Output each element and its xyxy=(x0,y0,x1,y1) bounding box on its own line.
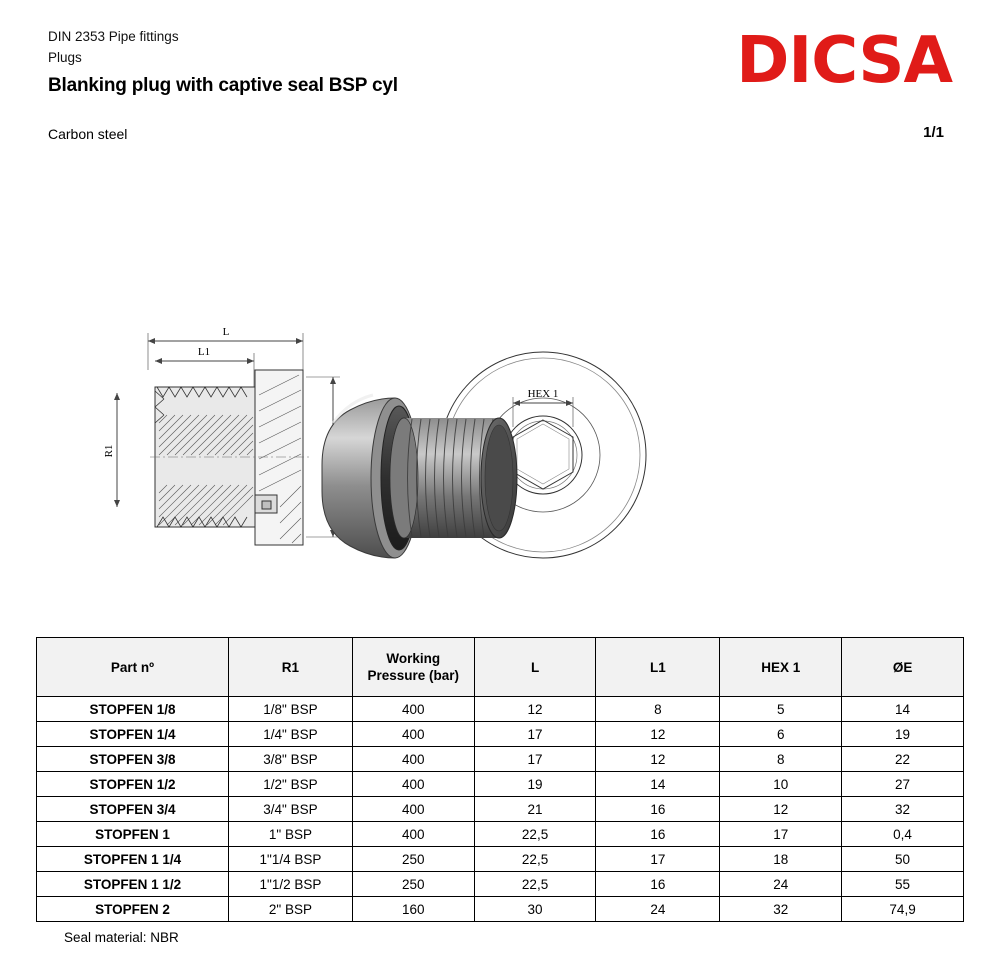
col-header-r1: R1 xyxy=(229,638,353,697)
document-header xyxy=(48,26,648,97)
cell-diameter-e: 74,9 xyxy=(842,897,964,922)
cell-hex1: 5 xyxy=(720,697,842,722)
cell-l: 19 xyxy=(474,772,596,797)
section-view xyxy=(114,333,340,545)
cell-diameter-e: 27 xyxy=(842,772,964,797)
cell-hex1: 8 xyxy=(720,747,842,772)
table-row xyxy=(37,797,964,822)
cell-l: 22,5 xyxy=(474,847,596,872)
cell-r1: 1"1/2 BSP xyxy=(229,872,353,897)
cell-l: 21 xyxy=(474,797,596,822)
cell-pressure: 400 xyxy=(352,722,474,747)
cell-pressure: 400 xyxy=(352,797,474,822)
table-row xyxy=(37,722,964,747)
cell-l1: 12 xyxy=(596,722,720,747)
cell-l: 12 xyxy=(474,697,596,722)
col-header-working-pressure-line2: Pressure (bar) xyxy=(367,668,460,683)
cell-diameter-e: 0,4 xyxy=(842,822,964,847)
cell-hex1: 10 xyxy=(720,772,842,797)
product-render-3d xyxy=(322,395,517,558)
specification-table-wrap xyxy=(36,637,964,922)
cell-diameter-e: 14 xyxy=(842,697,964,722)
col-header-part-no: Part nº xyxy=(37,638,229,697)
cell-diameter-e: 22 xyxy=(842,747,964,772)
cell-pressure: 250 xyxy=(352,872,474,897)
cell-l1: 17 xyxy=(596,847,720,872)
cell-l: 30 xyxy=(474,897,596,922)
page-number: 1/1 xyxy=(923,124,944,141)
seal-material-note: Seal material: NBR xyxy=(64,930,179,945)
cell-part-no: STOPFEN 1/4 xyxy=(37,722,229,747)
cell-part-no: STOPFEN 1/2 xyxy=(37,772,229,797)
dim-label-hex1: HEX 1 xyxy=(527,388,559,400)
drawing-svg xyxy=(0,155,1000,620)
standard-label: DIN 2353 Pipe fittings xyxy=(48,29,179,44)
cell-hex1: 12 xyxy=(720,797,842,822)
cell-l1: 8 xyxy=(596,697,720,722)
cell-diameter-e: 50 xyxy=(842,847,964,872)
cell-r1: 1/8" BSP xyxy=(229,697,353,722)
table-header-row xyxy=(37,638,964,697)
cell-pressure: 400 xyxy=(352,747,474,772)
table-row xyxy=(37,847,964,872)
cell-pressure: 400 xyxy=(352,822,474,847)
cell-l: 17 xyxy=(474,722,596,747)
table-row xyxy=(37,772,964,797)
cell-l: 22,5 xyxy=(474,872,596,897)
cell-l1: 16 xyxy=(596,822,720,847)
dicsa-logo: DICSA xyxy=(736,24,952,98)
dim-label-L: L xyxy=(222,326,230,338)
cell-l1: 24 xyxy=(596,897,720,922)
cell-r1: 2" BSP xyxy=(229,897,353,922)
cell-l1: 16 xyxy=(596,797,720,822)
cell-hex1: 17 xyxy=(720,822,842,847)
technical-drawings xyxy=(0,155,1000,620)
cell-l1: 14 xyxy=(596,772,720,797)
cell-pressure: 400 xyxy=(352,697,474,722)
col-header-diameter-e: ØE xyxy=(842,638,964,697)
cell-r1: 1/4" BSP xyxy=(229,722,353,747)
table-row xyxy=(37,897,964,922)
col-header-working-pressure xyxy=(352,638,474,697)
cell-part-no: STOPFEN 1 1/4 xyxy=(37,847,229,872)
cell-l: 22,5 xyxy=(474,822,596,847)
cell-diameter-e: 32 xyxy=(842,797,964,822)
cell-diameter-e: 19 xyxy=(842,722,964,747)
col-header-working-pressure-line1: Working xyxy=(386,651,441,666)
cell-hex1: 6 xyxy=(720,722,842,747)
cell-l1: 12 xyxy=(596,747,720,772)
col-header-l1: L1 xyxy=(596,638,720,697)
cell-part-no: STOPFEN 2 xyxy=(37,897,229,922)
cell-hex1: 24 xyxy=(720,872,842,897)
cell-r1: 1" BSP xyxy=(229,822,353,847)
cell-l1: 16 xyxy=(596,872,720,897)
table-body xyxy=(37,697,964,922)
table-row xyxy=(37,747,964,772)
col-header-hex1: HEX 1 xyxy=(720,638,842,697)
table-row xyxy=(37,822,964,847)
cell-part-no: STOPFEN 1/8 xyxy=(37,697,229,722)
col-header-l: L xyxy=(474,638,596,697)
cell-r1: 1/2" BSP xyxy=(229,772,353,797)
cell-hex1: 32 xyxy=(720,897,842,922)
page-title: Blanking plug with captive seal BSP cyl xyxy=(48,75,398,96)
cell-r1: 3/4" BSP xyxy=(229,797,353,822)
table-row xyxy=(37,872,964,897)
cell-part-no: STOPFEN 3/4 xyxy=(37,797,229,822)
cell-l: 17 xyxy=(474,747,596,772)
dim-label-L1: L1 xyxy=(197,346,211,358)
material-label: Carbon steel xyxy=(48,126,128,142)
cell-pressure: 400 xyxy=(352,772,474,797)
cell-part-no: STOPFEN 1 xyxy=(37,822,229,847)
cell-pressure: 250 xyxy=(352,847,474,872)
cell-pressure: 160 xyxy=(352,897,474,922)
cell-hex1: 18 xyxy=(720,847,842,872)
cell-part-no: STOPFEN 1 1/2 xyxy=(37,872,229,897)
category-label: Plugs xyxy=(48,50,82,65)
specification-table xyxy=(36,637,964,922)
cell-diameter-e: 55 xyxy=(842,872,964,897)
table-row xyxy=(37,697,964,722)
cell-r1: 1"1/4 BSP xyxy=(229,847,353,872)
cell-r1: 3/8" BSP xyxy=(229,747,353,772)
dim-label-R1: R1 xyxy=(103,444,115,458)
cell-part-no: STOPFEN 3/8 xyxy=(37,747,229,772)
